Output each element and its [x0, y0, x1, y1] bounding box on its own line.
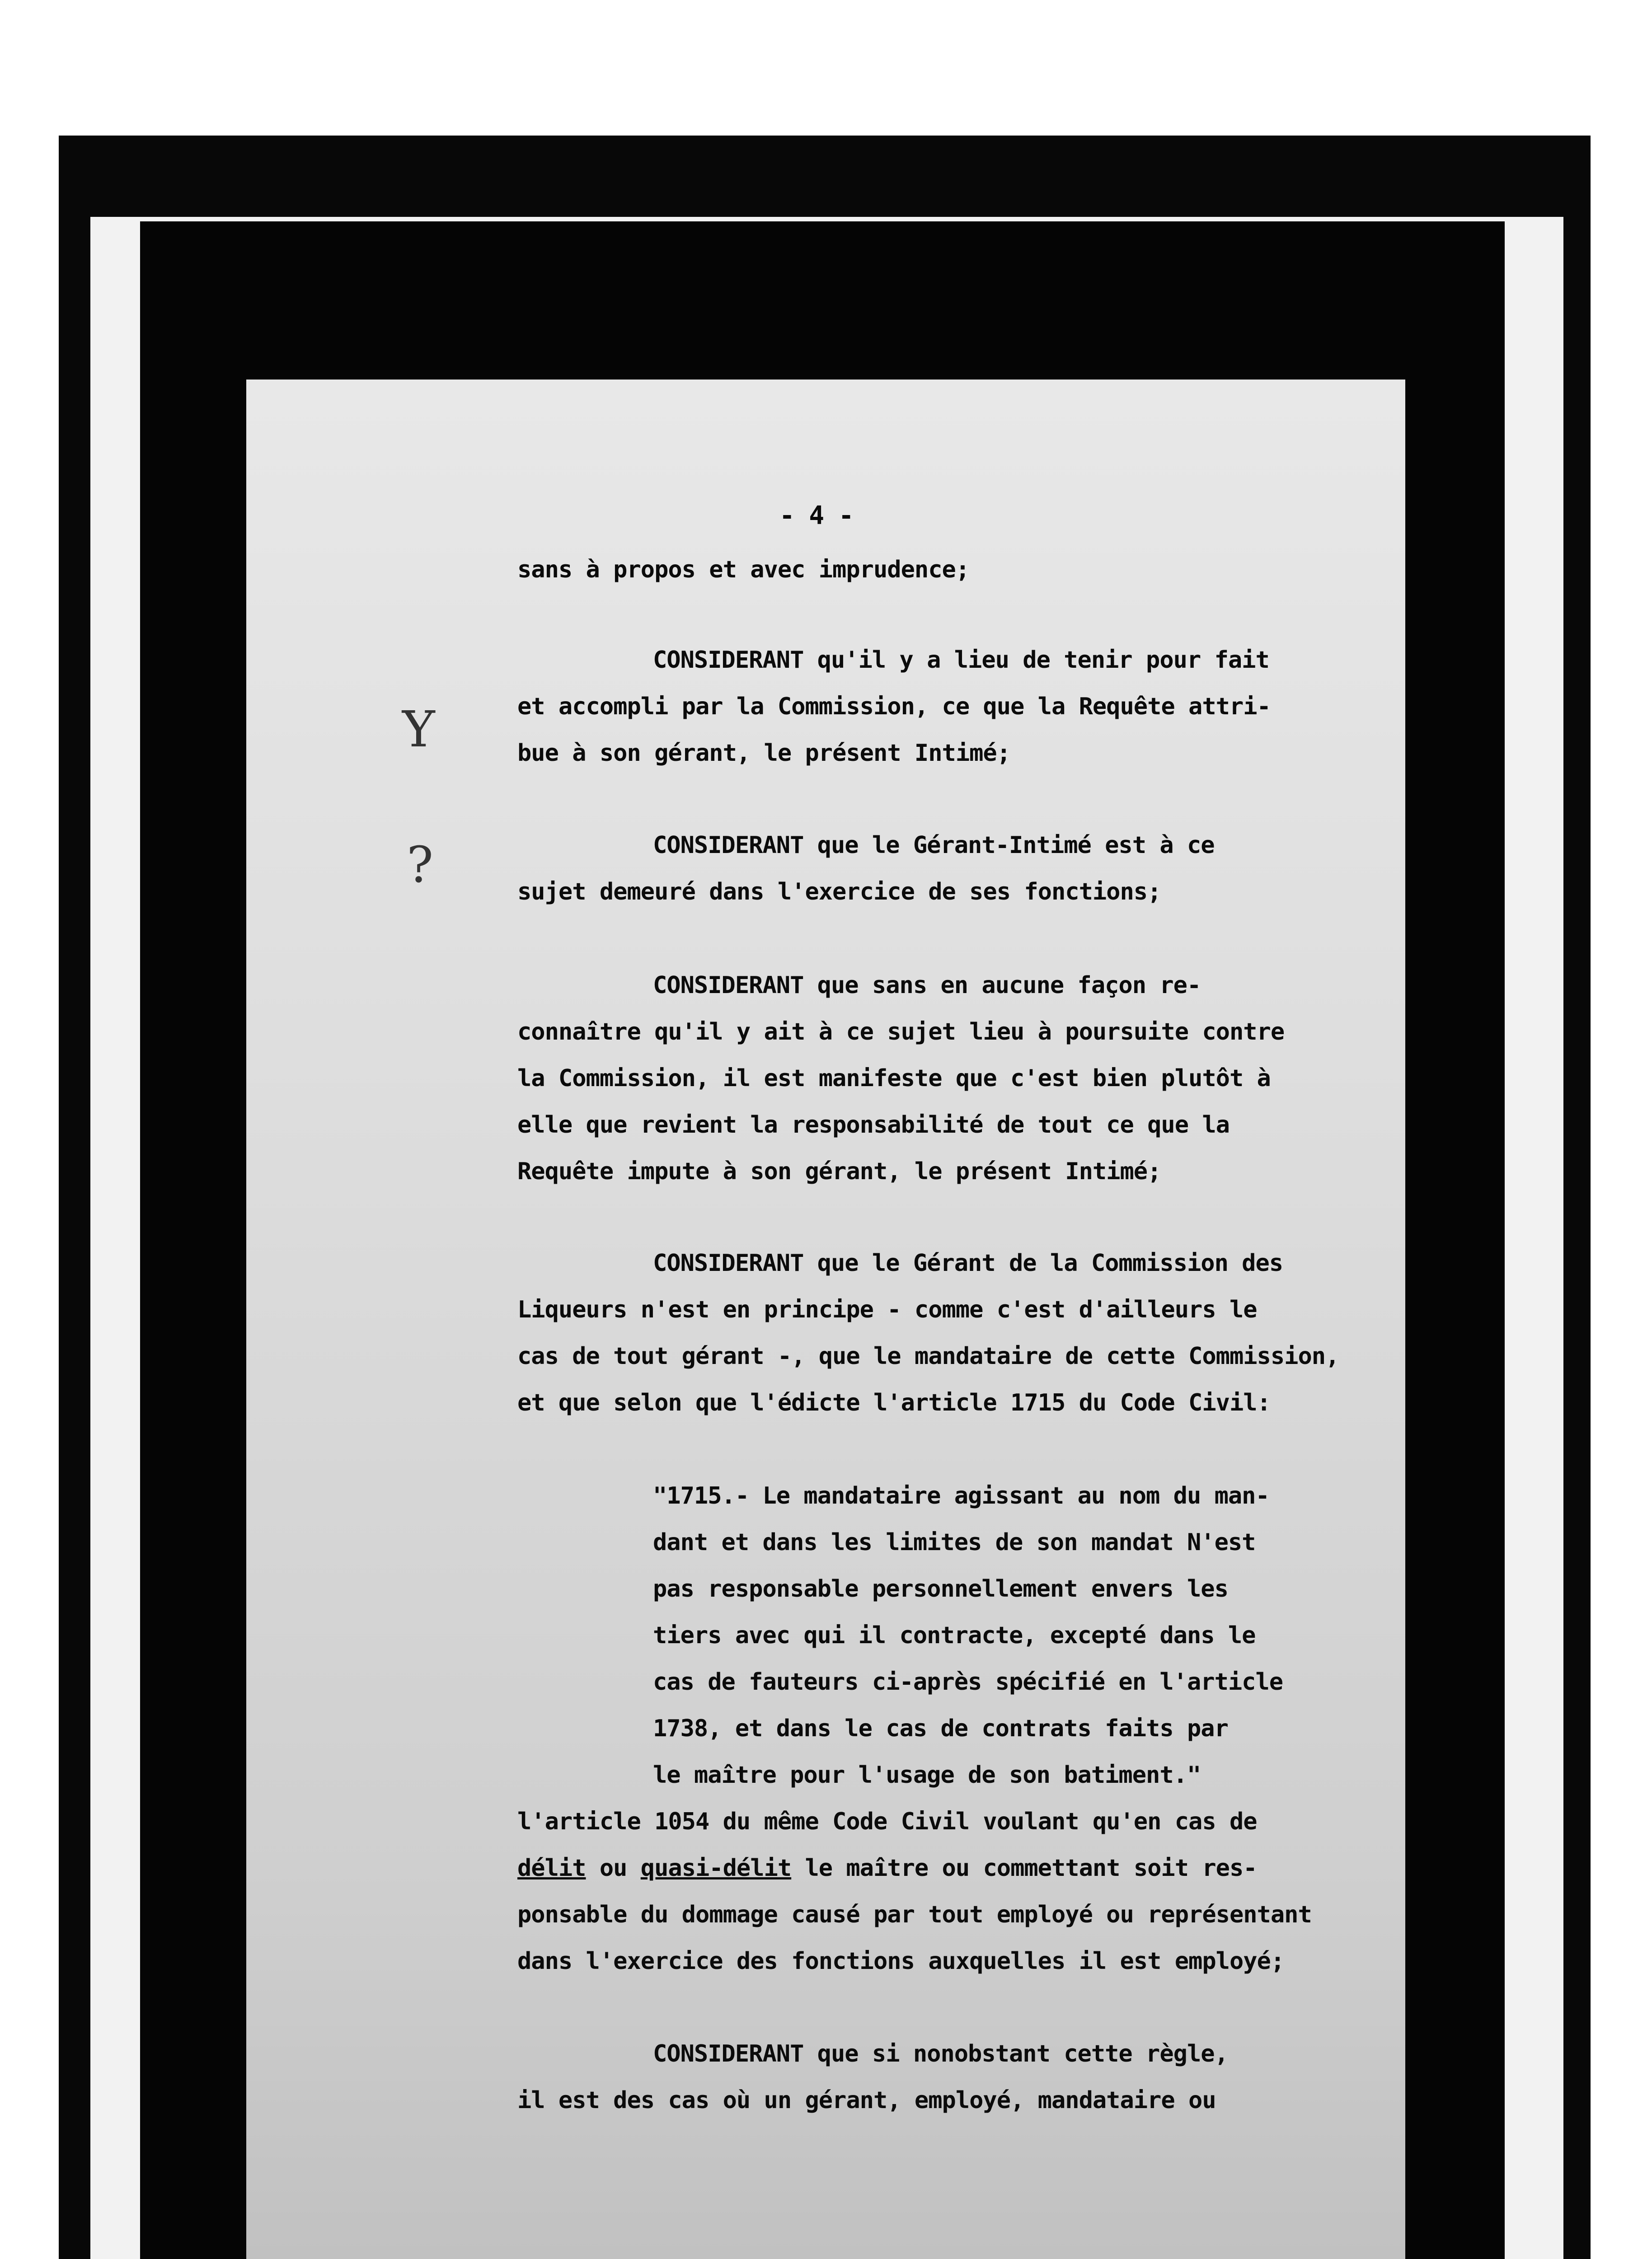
document-text: [246, 380, 1405, 2259]
text-line: elle que revient la responsabilité de tout ce que la: [517, 1111, 1230, 1139]
quote-line: "1715.- Le mandataire agissant au nom du man-: [653, 1482, 1269, 1509]
text-line: sujet demeuré dans l'exercice de ses fonctions;: [517, 878, 1161, 905]
text-line: CONSIDERANT que le Gérant-Intimé est à ce: [653, 832, 1215, 859]
quote-line: pas responsable personnellement envers les: [653, 1575, 1228, 1603]
text-line: Liqueurs n'est en principe - comme c'est d'ailleurs le: [517, 1296, 1257, 1323]
text-line: il est des cas où un gérant, employé, mandataire ou: [517, 2087, 1216, 2114]
text-line: CONSIDERANT que le Gérant de la Commission des: [653, 1250, 1283, 1277]
quote-line: cas de fauteurs ci-après spécifié en l'article: [653, 1668, 1283, 1696]
quote-line: le maître pour l'usage de son batiment.": [653, 1762, 1201, 1789]
quote-line: tiers avec qui il contracte, excepté dans le: [653, 1622, 1256, 1649]
document-page: [246, 380, 1405, 2259]
quote-line: dant et dans les limites de son mandat N'est: [653, 1529, 1256, 1556]
text-line: et accompli par la Commission, ce que la Requête attri-: [517, 693, 1271, 720]
text-line: connaître qu'il y ait à ce sujet lieu à poursuite contre: [517, 1018, 1285, 1045]
page-number: - 4 -: [779, 501, 854, 530]
text-line: Requête impute à son gérant, le présent Intimé;: [517, 1158, 1161, 1185]
text-line: dans l'exercice des fonctions auxquelles il est employé;: [517, 1948, 1285, 1975]
text-line-underlined: délit ou quasi-délit le maître ou commettant soit res-: [517, 1855, 1257, 1882]
text-line: CONSIDERANT que sans en aucune façon re-: [653, 972, 1201, 999]
text-line: bue à son gérant, le présent Intimé;: [517, 740, 1011, 767]
text-line: ponsable du dommage causé par tout employé ou représentant: [517, 1901, 1312, 1928]
text-line: sans à propos et avec imprudence;: [517, 556, 970, 583]
quote-line: 1738, et dans le cas de contrats faits par: [653, 1715, 1228, 1742]
text-line: la Commission, il est manifeste que c'est bien plutôt à: [517, 1065, 1271, 1092]
margin-mark-y: Y: [402, 700, 435, 758]
text-line: cas de tout gérant -, que le mandataire de cette Commission,: [517, 1343, 1339, 1370]
underlined-word: quasi-délit: [640, 1855, 792, 1882]
text-line: CONSIDERANT que si nonobstant cette règle,: [653, 2040, 1228, 2067]
text-line: CONSIDERANT qu'il y a lieu de tenir pour fait: [653, 647, 1269, 674]
text-line: l'article 1054 du même Code Civil voulant qu'en cas de: [517, 1808, 1257, 1835]
text-line: et que selon que l'édicte l'article 1715 du Code Civil:: [517, 1389, 1271, 1416]
underlined-word: délit: [517, 1855, 586, 1882]
margin-mark-question: ?: [407, 836, 433, 894]
